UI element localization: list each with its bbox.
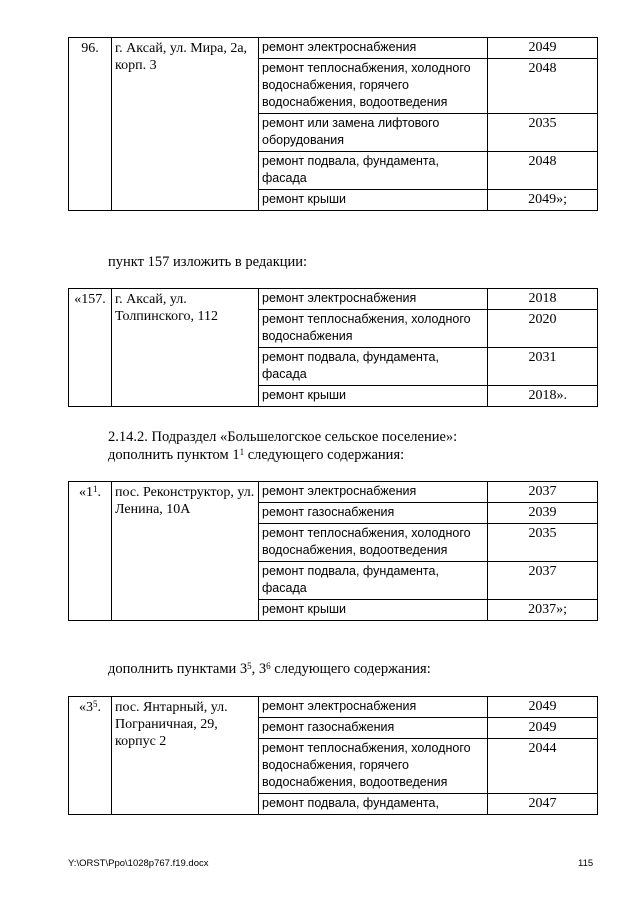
work-year: 2048: [488, 152, 598, 190]
table-row: [69, 697, 598, 718]
work-year: 2018: [488, 289, 598, 310]
work-type: ремонт газоснабжения: [259, 718, 488, 739]
item-address: пос. Янтарный, ул. Пограничная, 29, корпус 2: [112, 697, 259, 815]
table-row: [69, 289, 598, 310]
work-year: 2018».: [488, 386, 598, 407]
work-type: ремонт крыши: [259, 190, 488, 211]
instruction-paragraph: пункт 157 изложить в редакции:: [108, 254, 308, 270]
work-year: 2047: [488, 794, 598, 815]
work-type: ремонт теплоснабжения, холодного водоснабжения, водоотведения: [259, 524, 488, 562]
work-year: 2039: [488, 503, 598, 524]
work-type: ремонт теплоснабжения, холодного водоснабжения: [259, 310, 488, 348]
item-address: пос. Реконструктор, ул. Ленина, 10А: [112, 482, 259, 621]
table-row: [69, 38, 598, 59]
work-type: ремонт электроснабжения: [259, 482, 488, 503]
work-year: 2037: [488, 482, 598, 503]
table-item-96: [68, 37, 598, 211]
work-type: ремонт газоснабжения: [259, 503, 488, 524]
table-item-3-5: [68, 696, 598, 815]
footer-file-path: Y:\ORST\Ppo\1028p767.f19.docx: [68, 858, 209, 869]
work-type: ремонт электроснабжения: [259, 289, 488, 310]
work-type: ремонт подвала, фундамента,: [259, 794, 488, 815]
work-type: ремонт крыши: [259, 600, 488, 621]
item-address: г. Аксай, ул. Мира, 2а, корп. 3: [112, 38, 259, 211]
item-number: 96.: [69, 38, 112, 211]
instruction-paragraph: дополнить пунктами $3^5$, $3^6$ следующего содержания:: [108, 661, 431, 677]
section-instruction: дополнить пунктом $1^1$ следующего содержания:: [108, 447, 405, 463]
item-number: «157.: [69, 289, 112, 407]
work-year: 2037: [488, 562, 598, 600]
table-row: [69, 482, 598, 503]
work-type: ремонт электроснабжения: [259, 697, 488, 718]
work-type: ремонт теплоснабжения, холодного водоснабжения, горячего водоснабжения, водоотведения: [259, 59, 488, 114]
work-type: ремонт подвала, фундамента, фасада: [259, 152, 488, 190]
page-number: 115: [578, 858, 594, 869]
work-type: ремонт или замена лифтового оборудования: [259, 114, 488, 152]
work-year: 2031: [488, 348, 598, 386]
work-type: ремонт подвала, фундамента, фасада: [259, 348, 488, 386]
work-type: ремонт электроснабжения: [259, 38, 488, 59]
item-number: «$3^5$.: [69, 697, 112, 815]
work-type: ремонт подвала, фундамента, фасада: [259, 562, 488, 600]
section-paragraph: [108, 428, 457, 464]
work-year: 2049: [488, 718, 598, 739]
work-year: 2035: [488, 114, 598, 152]
item-address: г. Аксай, ул. Толпинского, 112: [112, 289, 259, 407]
work-year: 2044: [488, 739, 598, 794]
work-year: 2037»;: [488, 600, 598, 621]
work-year: 2049»;: [488, 190, 598, 211]
work-year: 2049: [488, 38, 598, 59]
item-number: «$1^1$.: [69, 482, 112, 621]
work-type: ремонт теплоснабжения, холодного водоснабжения, горячего водоснабжения, водоотведения: [259, 739, 488, 794]
work-type: ремонт крыши: [259, 386, 488, 407]
section-heading: 2.14.2. Подраздел «Большелогское сельское поселение»:: [108, 429, 458, 445]
work-year: 2020: [488, 310, 598, 348]
table-item-1-1: [68, 481, 598, 621]
work-year: 2035: [488, 524, 598, 562]
work-year: 2049: [488, 697, 598, 718]
work-year: 2048: [488, 59, 598, 114]
table-item-157: [68, 288, 598, 407]
